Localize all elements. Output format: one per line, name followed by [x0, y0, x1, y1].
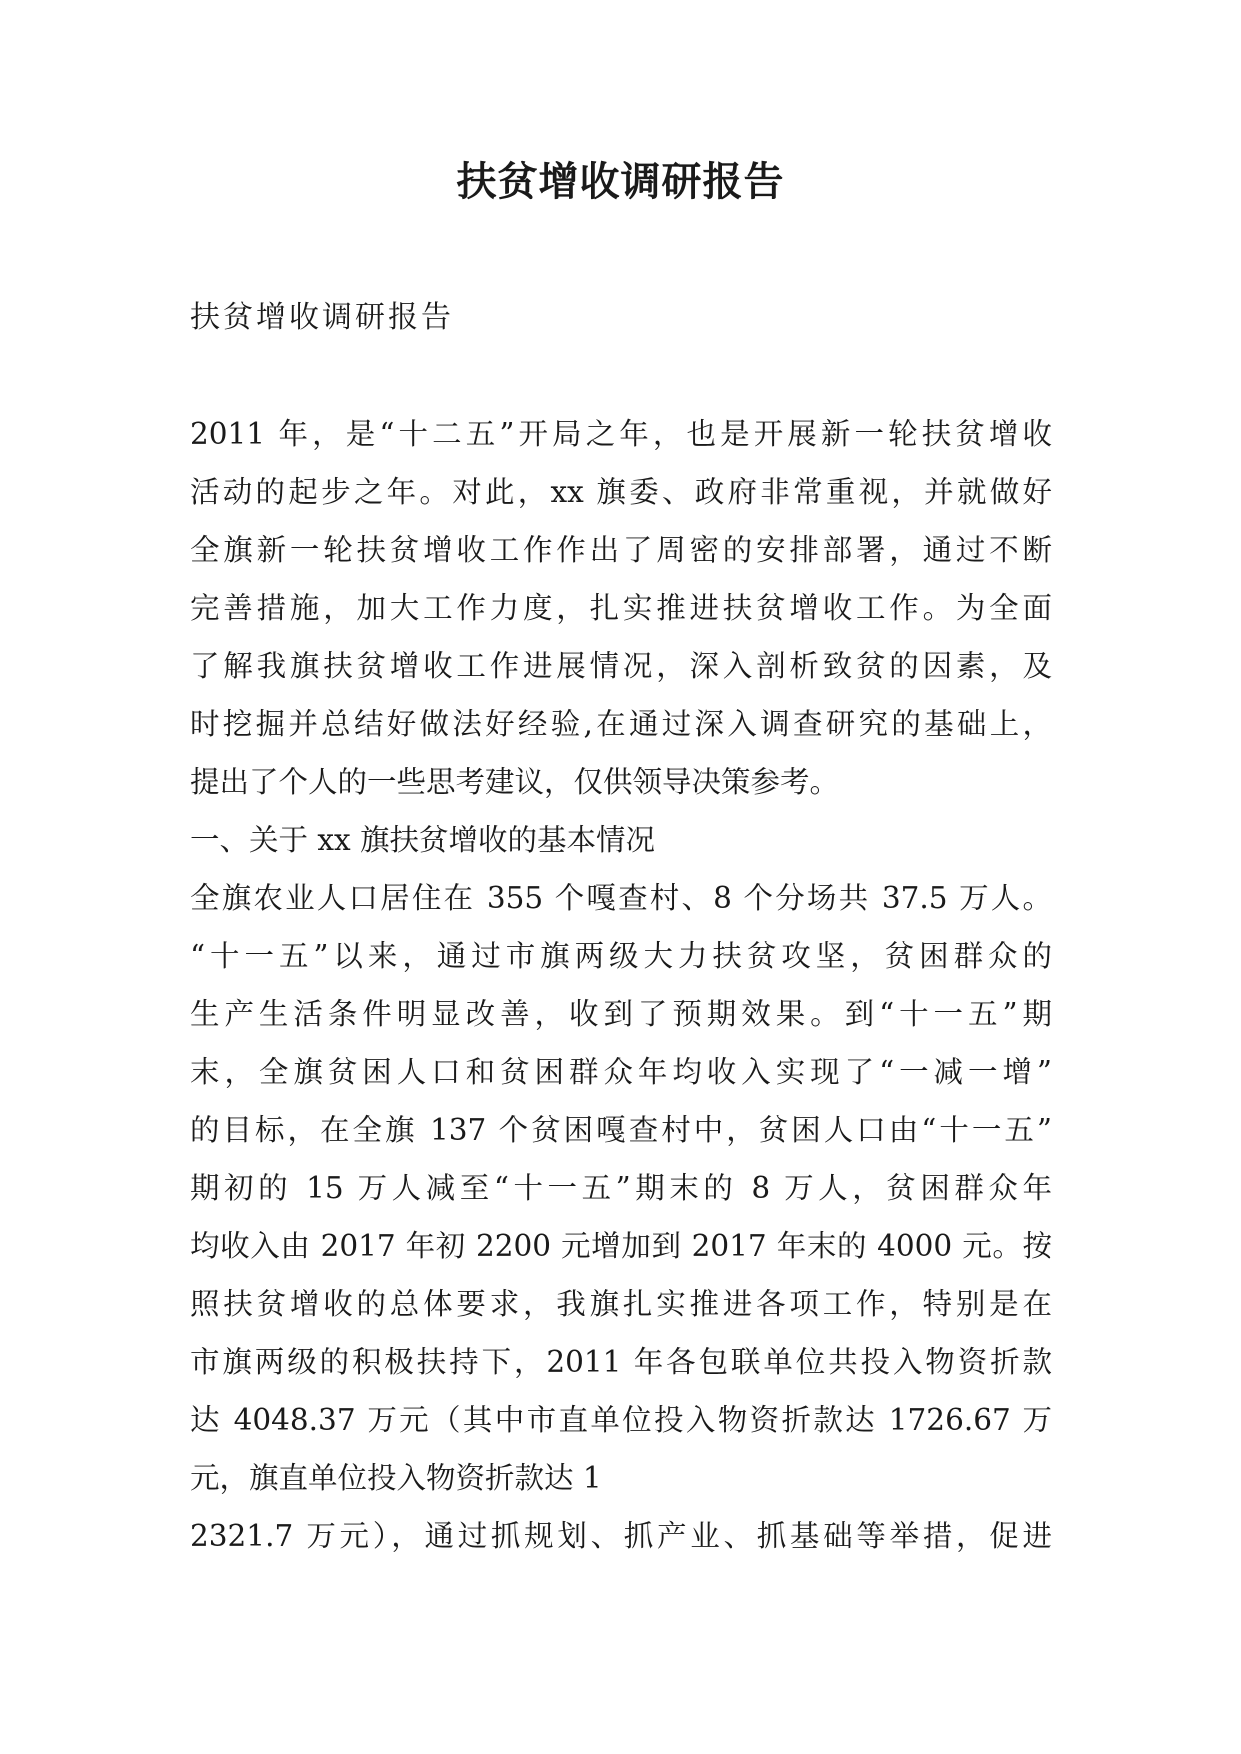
body-line: 全旗新一轮扶贫增收工作作出了周密的安排部署，通过不断	[190, 533, 1052, 567]
body-line: 全旗农业人口居住在 355 个嘎查村、8 个分场共 37.5 万人。	[190, 881, 1052, 915]
document-subtitle: 扶贫增收调研报告	[190, 300, 454, 335]
body-line: 的目标，在全旗 137 个贫困嘎查村中，贫困人口由“十一五”	[190, 1113, 1052, 1147]
body-line: “十一五”以来，通过市旗两级大力扶贫攻坚，贫困群众的	[190, 939, 1052, 973]
body-line: 市旗两级的积极扶持下，2011 年各包联单位共投入物资折款	[190, 1345, 1052, 1379]
body-line: 均收入由 2017 年初 2200 元增加到 2017 年末的 4000 元。按	[190, 1229, 1052, 1263]
body-line: 时挖掘并总结好做法好经验,在通过深入调查研究的基础上，	[190, 707, 1052, 741]
body-line: 活动的起步之年。对此，xx 旗委、政府非常重视，并就做好	[190, 475, 1052, 509]
body-line: 期初的 15 万人减至“十一五”期末的 8 万人，贫困群众年	[190, 1171, 1052, 1205]
body-line: 照扶贫增收的总体要求，我旗扎实推进各项工作，特别是在	[190, 1287, 1052, 1321]
section-heading: 一、关于 xx 旗扶贫增收的基本情况	[190, 823, 656, 857]
body-line: 了解我旗扶贫增收工作进展情况，深入剖析致贫的因素，及	[190, 649, 1052, 683]
body-line: 末，全旗贫困人口和贫困群众年均收入实现了“一减一增”	[190, 1055, 1052, 1089]
body-line: 2011 年，是“十二五”开局之年，也是开展新一轮扶贫增收	[190, 417, 1052, 451]
body-line: 达 4048.37 万元（其中市直单位投入物资折款达 1726.67 万	[190, 1403, 1052, 1437]
body-line: 2321.7 万元），通过抓规划、抓产业、抓基础等举措，促进	[190, 1519, 1052, 1553]
body-line: 生产生活条件明显改善，收到了预期效果。到“十一五”期	[190, 997, 1052, 1031]
body-line: 完善措施，加大工作力度，扎实推进扶贫增收工作。为全面	[190, 591, 1052, 625]
document-body	[190, 405, 1052, 1565]
body-line: 元，旗直单位投入物资折款达 1	[190, 1461, 602, 1495]
document-title: 扶贫增收调研报告	[456, 158, 785, 205]
body-line: 提出了个人的一些思考建议，仅供领导决策参考。	[190, 765, 840, 799]
